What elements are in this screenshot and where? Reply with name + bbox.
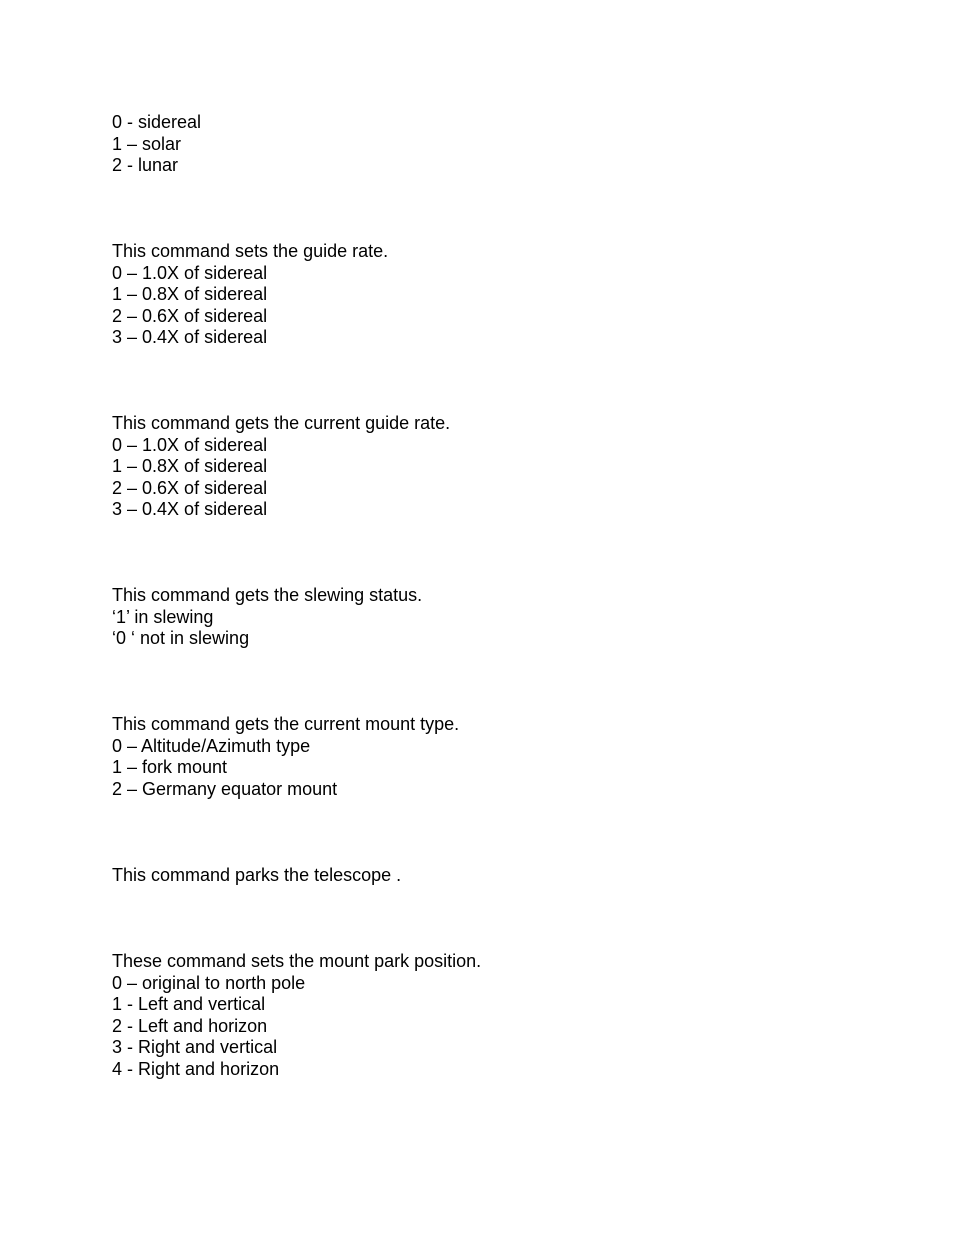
park-telescope-section [112,865,401,887]
section-description: This command gets the current mount type. [112,714,460,734]
list-item: 0 – Altitude/Azimuth type [112,735,311,756]
list-item: ‘0 ‘ not in slewing [112,628,250,648]
list-item: 0 – 1.0X of sidereal [112,262,268,283]
list-item: 1 – 0.8X of sidereal [112,456,268,476]
list-item: 4 - Right and horizon [112,1058,280,1079]
list-item: 2 – Germany equator mount [112,778,338,799]
list-item: 1 - Left and vertical [112,994,266,1014]
list-item: 3 - Right and vertical [112,1037,278,1057]
section-description: These command sets the mount park position. [112,951,482,971]
list-item: 2 – 0.6X of sidereal [112,305,268,326]
list-item: 3 – 0.4X of sidereal [112,499,268,519]
section-description: This command parks the telescope . [112,865,402,885]
list-item: 2 - Left and horizon [112,1015,268,1036]
list-item: 3 – 0.4X of sidereal [112,327,268,347]
section-description: This command gets the current guide rate. [112,413,451,433]
list-item: 1 – fork mount [112,757,228,777]
set-guide-rate-section [112,241,388,349]
get-guide-rate-section [112,413,450,521]
list-item: 2 - lunar [112,155,179,175]
mount-type-section [112,714,459,800]
tracking-rate-list [112,112,201,177]
park-position-section [112,951,481,1080]
list-item: 0 – 1.0X of sidereal [112,434,268,455]
section-description: This command sets the guide rate. [112,241,389,261]
list-item: 1 – solar [112,133,182,154]
list-item: 1 – 0.8X of sidereal [112,284,268,304]
list-item: ‘1’ in slewing [112,606,214,627]
section-description: This command gets the slewing status. [112,585,423,605]
list-item: 2 – 0.6X of sidereal [112,477,268,498]
list-item: 0 – original to north pole [112,972,306,993]
list-item: 0 - sidereal [112,112,202,132]
slewing-status-section [112,585,422,650]
